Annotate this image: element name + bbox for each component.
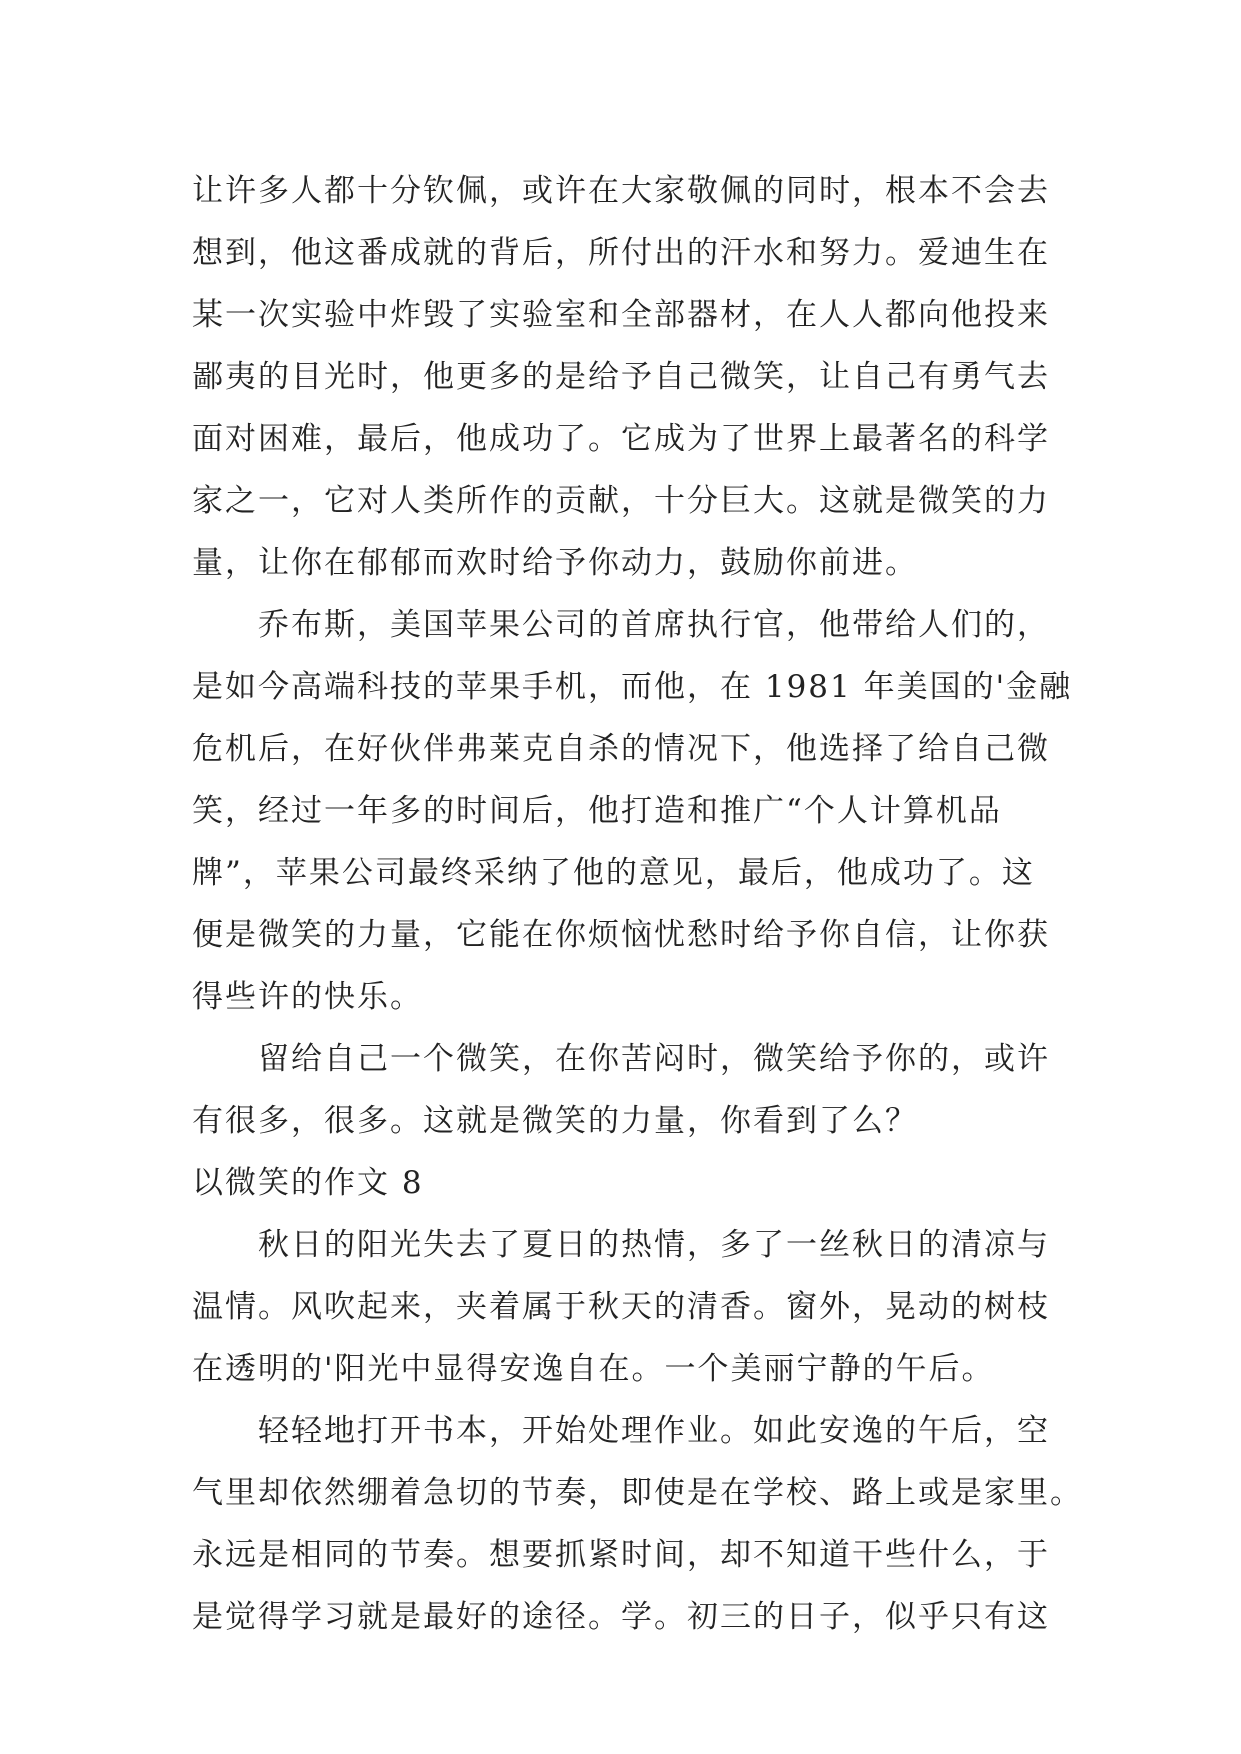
text-line: 在透明的'阳光中显得安逸自在。一个美丽宁静的午后。 (192, 1351, 995, 1387)
text-line: 留给自己一个微笑，在你苦闷时，微笑给予你的，或许 (258, 1041, 1050, 1077)
text-line: 笑，经过一年多的时间后，他打造和推广“个人计算机品 (192, 793, 1002, 829)
text-line: 有很多，很多。这就是微笑的力量，你看到了么？ (192, 1103, 918, 1139)
text-line: 家之一，它对人类所作的贡献，十分巨大。这就是微笑的力 (192, 483, 1050, 519)
paragraph-homework (192, 1400, 1083, 1648)
text-line: 便是微笑的力量，它能在你烦恼忧愁时给予你自信，让你获 (192, 917, 1050, 953)
text-line: 量，让你在郁郁而欢时给予你动力，鼓励你前进。 (192, 545, 918, 581)
document-body (192, 160, 1083, 1648)
paragraph-jobs (192, 594, 1073, 1028)
text-line: 得些许的快乐。 (192, 979, 423, 1015)
text-line: 面对困难，最后，他成功了。它成为了世界上最著名的科学 (192, 421, 1050, 457)
text-line: 轻轻地打开书本，开始处理作业。如此安逸的午后，空 (258, 1413, 1050, 1449)
text-line: 危机后，在好伙伴弗莱克自杀的情况下，他选择了给自己微 (192, 731, 1050, 767)
text-line: 牌”，苹果公司最终采纳了他的意见，最后，他成功了。这 (192, 855, 1035, 891)
text-line: 某一次实验中炸毁了实验室和全部器材，在人人都向他投来 (192, 297, 1050, 333)
text-line: 温情。风吹起来，夹着属于秋天的清香。窗外，晃动的树枝 (192, 1289, 1050, 1325)
text-line: 乔布斯，美国苹果公司的首席执行官，他带给人们的， (258, 607, 1050, 643)
text-line: 气里却依然绷着急切的节奏，即使是在学校、路上或是家里。 (192, 1475, 1083, 1511)
text-line: 鄙夷的目光时，他更多的是给予自己微笑，让自己有勇气去 (192, 359, 1050, 395)
text-line: 是觉得学习就是最好的途径。学。初三的日子，似乎只有这 (192, 1599, 1050, 1635)
text-line: 秋日的阳光失去了夏日的热情，多了一丝秋日的清凉与 (258, 1227, 1050, 1263)
text-line: 永远是相同的节奏。想要抓紧时间，却不知道干些什么，于 (192, 1537, 1050, 1573)
text-line: 让许多人都十分钦佩，或许在大家敬佩的同时，根本不会去 (192, 173, 1050, 209)
paragraph-edison (192, 160, 1062, 594)
paragraph-conclusion (192, 1028, 1062, 1152)
text-line: 是如今高端科技的苹果手机，而他，在 1981 年美国的'金融 (192, 669, 1073, 705)
text-line: 想到，他这番成就的背后，所付出的汗水和努力。爱迪生在 (192, 235, 1050, 271)
essay-heading: 以微笑的作文 8 (192, 1165, 424, 1201)
paragraph-autumn (192, 1214, 1062, 1400)
